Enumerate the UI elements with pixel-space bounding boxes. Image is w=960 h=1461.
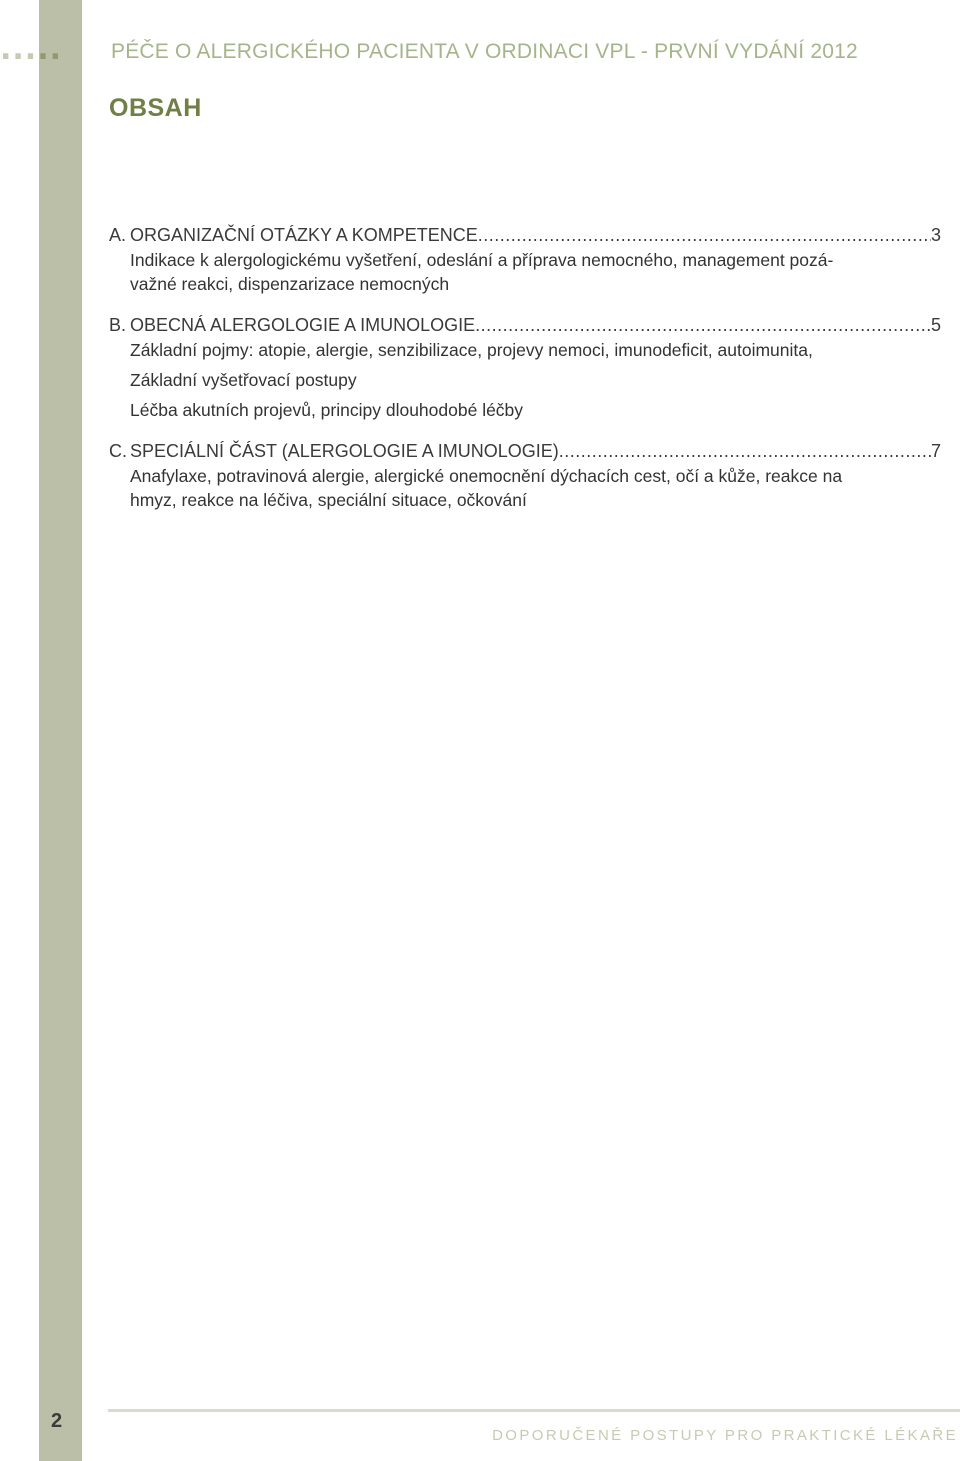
toc-line: Anafylaxe, potravinová alergie, alergické onemocnění dýchacích cest, očí a kůže, reakce na <box>130 466 843 486</box>
dot-leader <box>478 222 931 248</box>
toc-description <box>130 338 941 422</box>
toc-line: Základní vyšetřovací postupy <box>130 370 357 390</box>
toc-letter: A. <box>109 225 127 245</box>
table-of-contents <box>109 222 941 528</box>
toc-heading-label: OBECNÁ ALERGOLOGIE A IMUNOLOGIE <box>130 315 476 335</box>
footer-divider <box>108 1409 960 1412</box>
header-dots-light: ... <box>0 32 38 67</box>
page-title: OBSAH <box>109 94 202 122</box>
toc-line: Základní pojmy: atopie, alergie, senzibilizace, projevy nemoci, imunodeficit, autoimunita, <box>130 340 813 360</box>
toc-heading <box>109 222 941 248</box>
header-dots <box>0 30 62 70</box>
toc-letter: B. <box>109 315 127 335</box>
toc-line: Léčba akutních projevů, principy dlouhodobé léčby <box>130 400 524 420</box>
toc-heading <box>109 312 941 338</box>
header-dots-dark: .. <box>37 32 62 67</box>
running-footer: DOPORUČENÉ POSTUPY PRO PRAKTICKÉ LÉKAŘE <box>492 1427 958 1444</box>
running-header: PÉČE O ALERGICKÉHO PACIENTA V ORDINACI VPL - PRVNÍ VYDÁNÍ 2012 <box>111 40 858 63</box>
toc-heading-label: SPECIÁLNÍ ČÁST (ALERGOLOGIE A IMUNOLOGIE) <box>130 441 559 461</box>
page-number: 2 <box>51 1410 63 1432</box>
toc-heading-label: ORGANIZAČNÍ OTÁZKY A KOMPETENCE <box>130 225 478 245</box>
dot-leader <box>475 312 931 338</box>
toc-line: važné reakci, dispenzarizace nemocných <box>130 274 450 294</box>
toc-page-number: 3 <box>930 225 941 245</box>
toc-line: hmyz, reakce na léčiva, speciální situace, očkování <box>130 490 527 510</box>
toc-heading <box>109 438 941 464</box>
toc-letter: C. <box>109 441 127 461</box>
toc-section-c <box>109 438 941 512</box>
dot-leader <box>559 438 931 464</box>
toc-description <box>130 248 941 296</box>
toc-section-a <box>109 222 941 296</box>
toc-page-number: 5 <box>930 315 941 335</box>
toc-line: Indikace k alergologickému vyšetření, odeslání a příprava nemocného, management pozá- <box>130 250 834 270</box>
toc-section-b <box>109 312 941 422</box>
side-band <box>39 0 82 1461</box>
toc-page-number: 7 <box>930 441 941 461</box>
toc-description <box>130 464 941 512</box>
